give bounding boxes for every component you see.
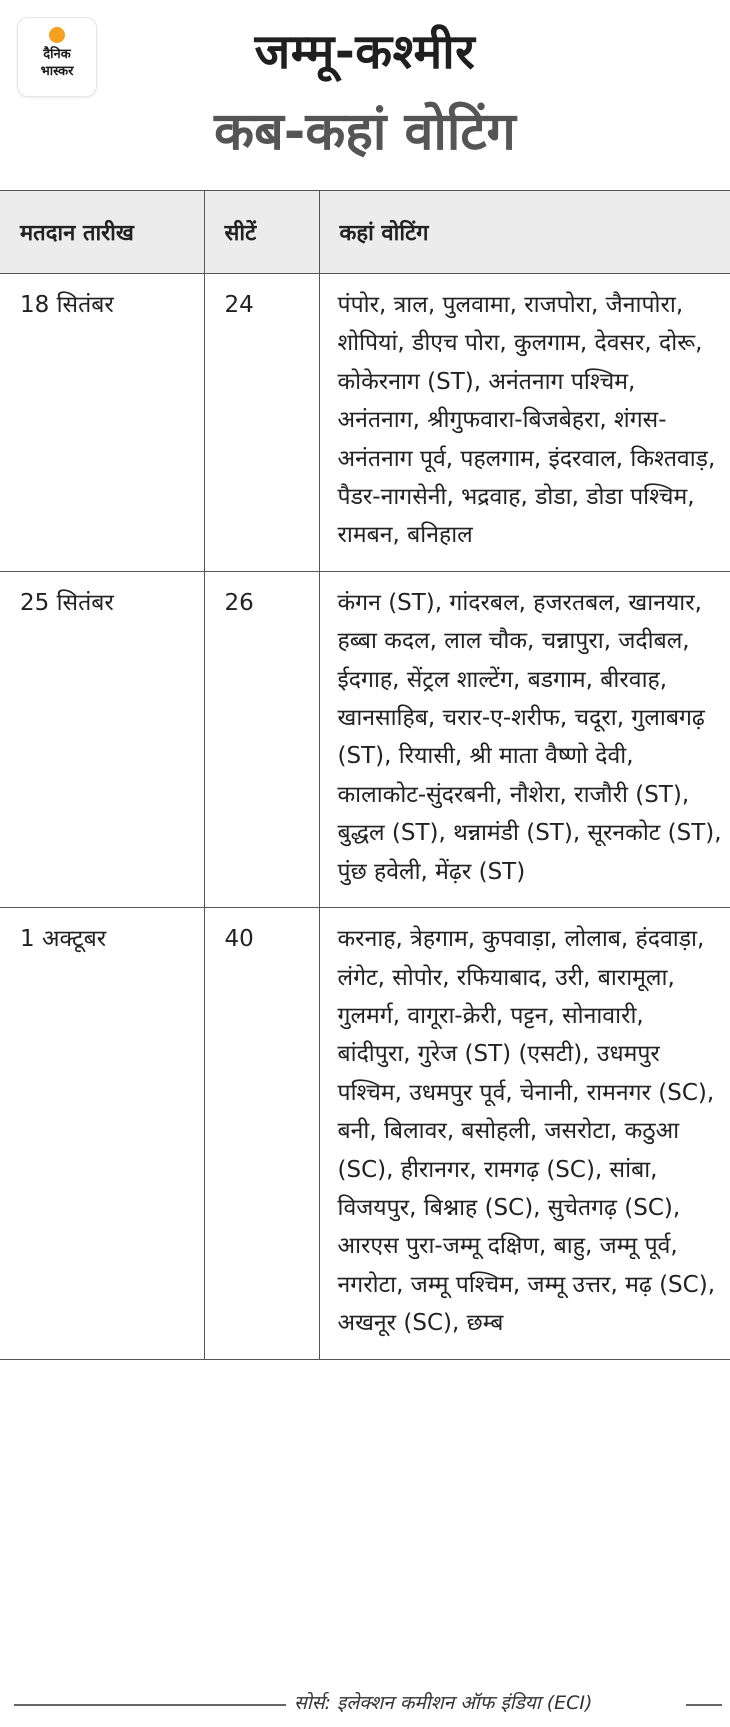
date-cell: 18 सितंबर xyxy=(0,274,204,572)
seats-cell: 24 xyxy=(204,274,319,572)
seats-cell: 40 xyxy=(204,908,319,1359)
source-footer xyxy=(0,1680,730,1727)
header-date: मतदान तारीख xyxy=(0,191,204,274)
header-places: कहां वोटिंग xyxy=(319,191,730,274)
table-row xyxy=(0,571,730,907)
table-header-row xyxy=(0,191,730,274)
date-cell: 1 अक्टूबर xyxy=(0,908,204,1359)
page-title: जम्मू-कश्मीर xyxy=(254,24,476,80)
source-text: सोर्स: इलेक्शन कमीशन ऑफ इंडिया (ECI) xyxy=(294,1692,593,1714)
source-divider-right xyxy=(686,1704,722,1706)
source-divider-left xyxy=(14,1704,286,1706)
seats-cell: 26 xyxy=(204,571,319,907)
table-row xyxy=(0,908,730,1359)
header xyxy=(0,0,730,188)
date-cell: 25 सितंबर xyxy=(0,571,204,907)
places-cell: करनाह, त्रेहगाम, कुपवाड़ा, लोलाब, हंदवाड़ा, लंगेट, सोपोर, रफियाबाद, उरी, बारामूला, गुलमर्ग, वागूरा-क्रेरी, पट्टन, सोनावारी, बांदीपुरा, गुरेज (ST) (एसटी), उधमपुर पश्चिम, उधमपुर पूर्व, चेनानी, रामनगर (SC), बनी, बिलावर, बसोहली, जसरोटा, कठुआ (SC), हीरानगर, रामगढ़ (SC), सांबा, विजयपुर, बिश्नाह (SC), सुचेतगढ़ (SC), आरएस पुरा-जम्मू दक्षिण, बाहु, जम्मू पूर्व, नगरोटा, जम्मू पश्चिम, जम्मू उत्तर, मढ़ (SC), अखनूर (SC), छम्ब xyxy=(319,908,730,1359)
places-cell: पंपोर, त्राल, पुलवामा, राजपोरा, जैनापोरा, शोपियां, डीएच पोरा, कुलगाम, देवसर, दोरू, कोकेरनाग (ST), अनंतनाग पश्चिम, अनंतनाग, श्रीगुफवारा-बिजबेहरा, शंगस-अनंतनाग पूर्व, पहलगाम, इंदरवाल, किश्तवाड़, पैडर-नागसेनी, भद्रवाह, डोडा, डोडा पश्चिम, रामबन, बनिहाल xyxy=(319,274,730,572)
places-cell: कंगन (ST), गांदरबल, हजरतबल, खानयार, हब्बा कदल, लाल चौक, चन्नापुरा, जदीबल, ईदगाह, सेंट्रल शाल्टेंग, बडगाम, बीरवाह, खानसाहिब, चरार-ए-शरीफ, चदूरा, गुलाबगढ़ (ST), रियासी, श्री माता वैष्णो देवी, कालाकोट-सुंदरबनी, नौशेरा, राजौरी (ST), बुद्धल (ST), थन्नामंडी (ST), सूरनकोट (ST), पुंछ हवेली, मेंढ़र (ST) xyxy=(319,571,730,907)
logo-line2: भास्कर xyxy=(40,64,74,79)
table-row xyxy=(0,274,730,572)
page-subtitle: कब-कहां वोटिंग xyxy=(214,102,516,162)
logo-line1: दैनिक xyxy=(43,47,71,62)
header-seats: सीटें xyxy=(204,191,319,274)
voting-schedule-table xyxy=(0,190,730,1360)
